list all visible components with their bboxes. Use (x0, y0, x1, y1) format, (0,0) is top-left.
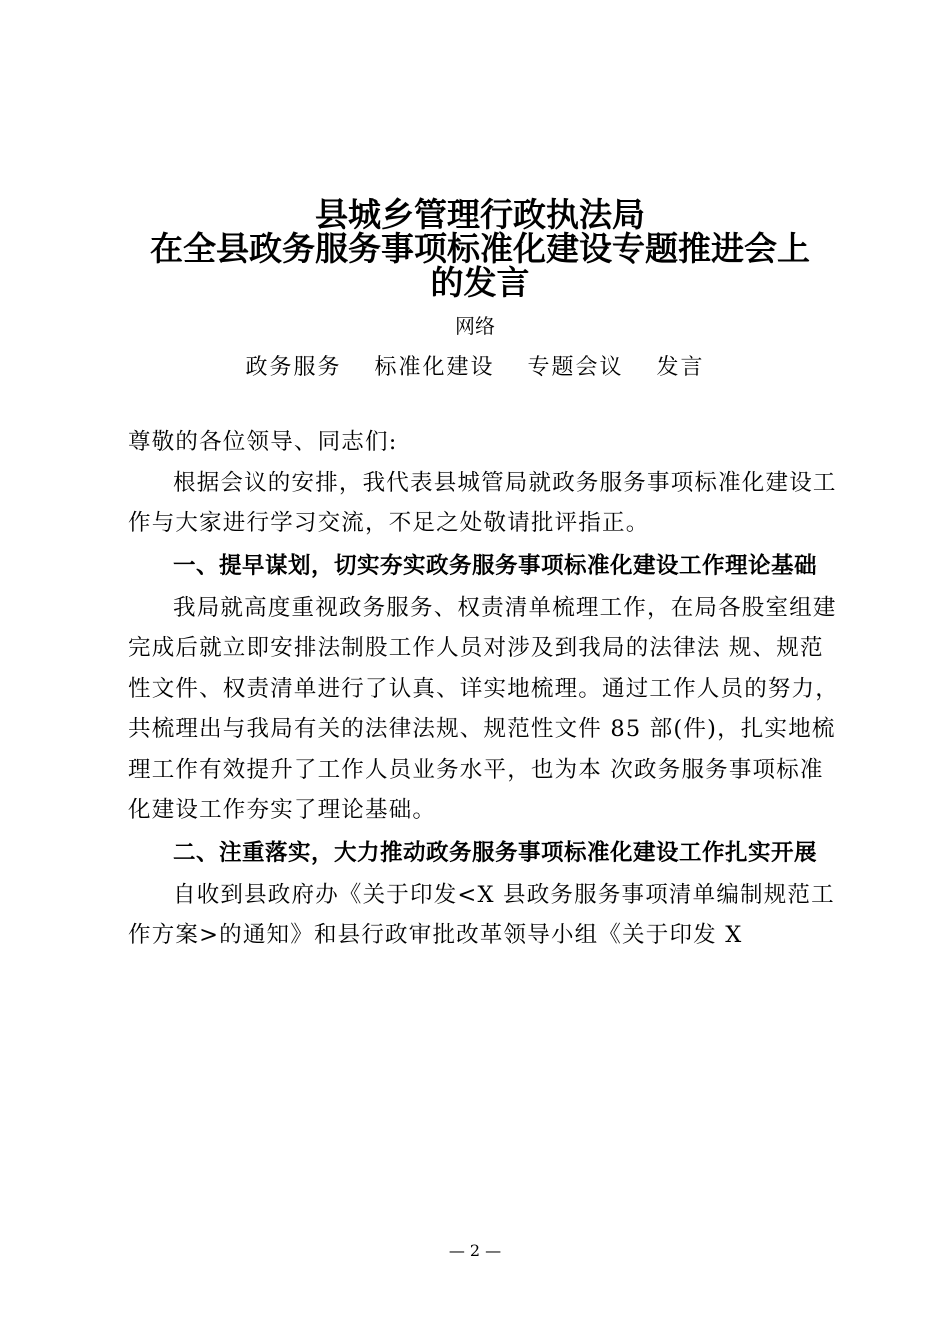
document-title (100, 195, 860, 302)
title-line-2: 在全县政务服务事项标准化建设专题推进会上 (150, 229, 810, 268)
title-line-1: 县城乡管理行政执法局 (315, 195, 645, 234)
section-heading-2: 二、注重落实，大力推动政务服务事项标准化建设工作扎实开展 (173, 839, 818, 866)
keyword: 发言 (656, 355, 705, 380)
intro-paragraph: 根据会议的安排，我代表县城管局就政务服务事项标准化建设工作与大家进行学习交流，不足之处敬请批评指正。 (128, 469, 837, 536)
section-1-paragraph: 我局就高度重视政务服务、权责清单梳理工作，在局各股室组建完成后就立即安排法制股工作人员对涉及到我局的法律法 规、规范性文件、权责清单进行了认真、详实地梳理。通过工作人员的努力，共梳理出与我局有关的法律法规、规范性文件 85 部(件)，扎实地梳理工作有效提升了工作人员业务水平，也为本 次政务服务事项标准化建设工作夯实了理论基础。 (128, 594, 840, 823)
keywords-line (0, 354, 950, 382)
section-heading-1: 一、提早谋划，切实夯实政务服务事项标准化建设工作理论基础 (173, 552, 818, 579)
keyword: 专题会议 (527, 355, 624, 380)
keyword: 政务服务 (245, 355, 342, 380)
keyword: 标准化建设 (374, 355, 495, 380)
document-body (128, 422, 840, 956)
page-number: — 2 — (448, 1241, 502, 1260)
title-line-3: 的发言 (430, 263, 530, 302)
salutation: 尊敬的各位领导、同志们: (128, 429, 398, 455)
source-label: 网络 (455, 314, 495, 338)
section-2-paragraph: 自收到县政府办《关于印发<X 县政务服务事项清单编制规范工作方案>的通知》和县行政审批改革领导小组《关于印发 X (128, 881, 835, 948)
